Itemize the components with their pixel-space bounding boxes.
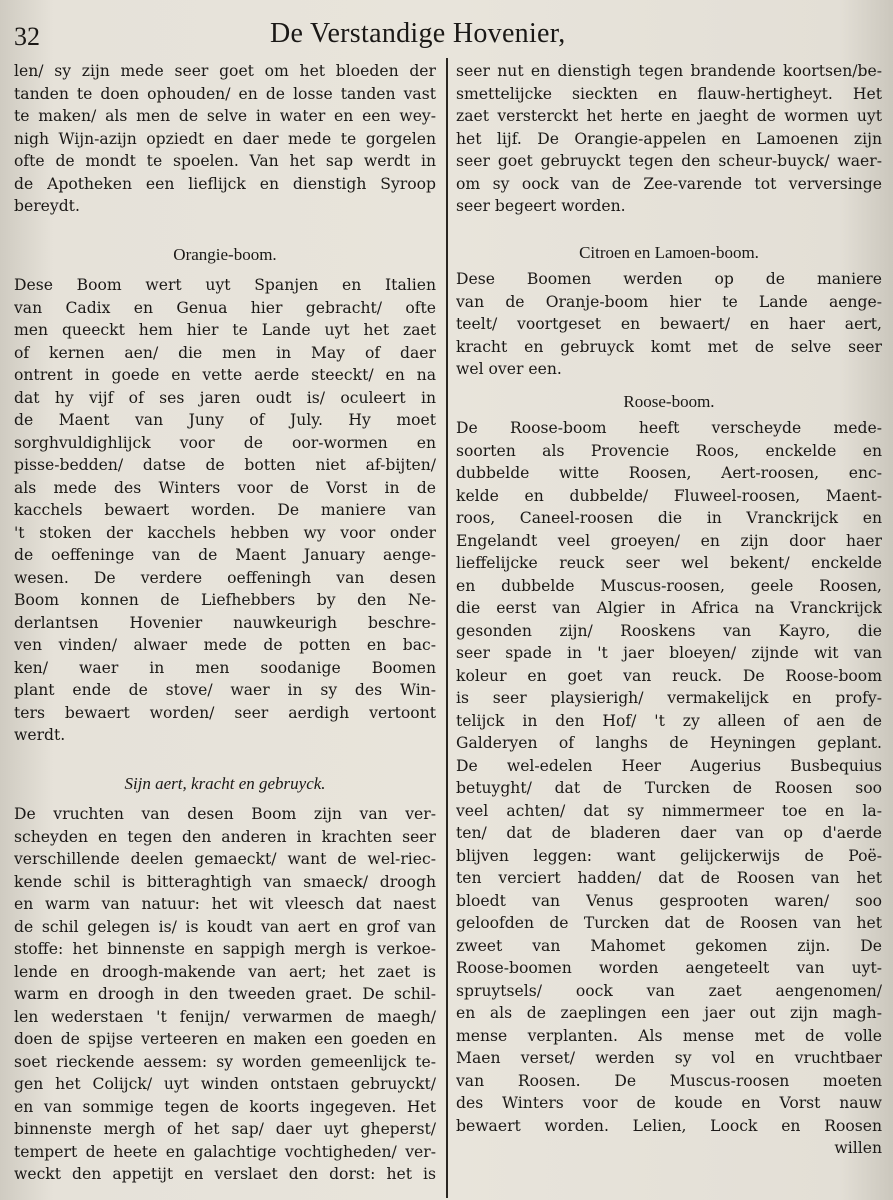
spacer <box>14 795 436 803</box>
text-line: te maken/ als men de selve in water en een wey- <box>14 107 436 125</box>
text-line: Engelandt veel groeyen/ en zijn door haer <box>456 531 882 550</box>
text-line: De Roose-boom heeft verscheyde mede- <box>456 419 882 437</box>
text-line: is seer playsierigh/ vermakelijck en profy- <box>456 689 882 707</box>
column-divider <box>446 58 448 1198</box>
spacer <box>14 266 436 274</box>
text-line: spruytsels/ oock van zaet aengenomen/ <box>456 981 882 1000</box>
page-header <box>0 14 893 54</box>
section-heading-roose-boom: Roose-boom. <box>623 391 715 411</box>
text-line: blijven leggen: want gelijckerwijs de Poë- <box>456 846 882 865</box>
text-line: warm en droogh in den tweeden graet. De schil- <box>14 985 436 1003</box>
text-line: lende en droogh-makende van aert; het zaet is <box>14 962 436 981</box>
text-line: De wel-edelen Heer Augerius Busbequius <box>456 756 882 775</box>
text-line: soet rieckende aessem: sy worden gemeenlijck te- <box>14 1052 436 1071</box>
spacer <box>14 218 436 244</box>
text-line: sorghvuldighlijck voor de oor-wormen en <box>14 433 436 452</box>
text-line: kelde en dubbelde/ Fluweel-roosen, Maent- <box>456 486 882 505</box>
text-line: plant ende de stove/ waer in sy des Win- <box>14 681 436 699</box>
text-line: De vruchten van desen Boom zijn van ver- <box>14 805 436 823</box>
text-line: als mede des Winters voor de Vorst in de <box>14 478 436 497</box>
text-line: ontrent in goede en vette aerde steeckt/ en na <box>14 366 436 384</box>
text-line: de Apotheken een lieflijck en dienstigh Syroop <box>14 174 436 193</box>
text-line: en van sommige tegen de koorts ingegeven. Het <box>14 1097 436 1116</box>
text-line: ken/ waer in men soodanige Boomen <box>14 658 436 677</box>
text-line: de Maent van Juny of July. Hy moet <box>14 411 436 429</box>
text-line: die eerst van Algier in Africa na Vranckrijck <box>456 599 882 617</box>
text-line: wesen. De verdere oeffeningh van desen <box>14 568 436 587</box>
text-line: roos, Caneel-roosen die in Vranckrijck en <box>456 509 882 527</box>
running-title: De Verstandige Hovenier, <box>270 18 566 49</box>
text-line: ofte de mondt te spoelen. Van het sap werdt in <box>14 152 436 170</box>
text-line: werdt. <box>14 726 66 744</box>
text-line: tanden te doen ophouden/ en de losse tanden vast <box>14 84 436 103</box>
text-line: seer begeert worden. <box>456 197 626 215</box>
text-line: verschillende deelen gemaeckt/ want de wel-riec- <box>14 850 436 868</box>
text-line: teelt/ voortgeset en bewaert/ en haer aert, <box>456 315 882 333</box>
section-heading-orangie-boom: Orangie-boom. <box>173 244 277 264</box>
text-line: kacchels bewaert worden. De maniere van <box>14 501 436 519</box>
text-line: men queeckt hem hier te Lande uyt het zaet <box>14 321 436 339</box>
text-line: wel over een. <box>456 360 562 378</box>
text-line: bloedt van Venus gesprooten waren/ soo <box>456 891 882 910</box>
text-line: bereydt. <box>14 197 80 215</box>
section-heading-aert-kracht-gebruyck: Sijn aert, kracht en gebruyck. <box>124 773 326 793</box>
text-line: gen het Colijck/ uyt winden ontstaen gebruyckt/ <box>14 1075 436 1093</box>
text-line: en als de zaeplingen een jaer out zijn magh- <box>456 1004 882 1022</box>
text-line: seer goet gebruyckt tegen den scheur-buyck/ waer- <box>456 152 882 170</box>
text-line: het lijf. De Orangie-appelen en Lamoenen zijn <box>456 129 882 148</box>
text-line: Roose-boomen worden aengeteelt van uyt- <box>456 959 882 977</box>
text-line: veel achten/ dat sy nimmermeer toe en la- <box>456 801 882 820</box>
text-line: len/ sy zijn mede seer goet om het bloeden der <box>14 62 436 80</box>
text-line: len wederstaen 't fenijn/ verwarmen de maegh/ <box>14 1007 436 1026</box>
text-line: binnenste mergh of het sap/ daer uyt gheperst/ <box>14 1120 436 1138</box>
text-line: soorten als Provencie Roos, enckelde en <box>456 441 882 460</box>
text-line: stoffe: het binnenste en sappigh mergh is verkoe- <box>14 940 436 958</box>
text-line: weckt den appetijt en verslaet den dorst: het is <box>14 1165 436 1183</box>
text-line: de schil gelegen is/ is koudt van aert en grof van <box>14 917 436 936</box>
text-line: 't stoken der kacchels hebben wy voor onder <box>14 523 436 542</box>
text-line: pisse-bedden/ datse de botten niet af-bijten/ <box>14 456 436 474</box>
section-heading-citroen-lamoen-boom: Citroen en Lamoen-boom. <box>579 242 759 262</box>
text-line: en warm van natuur: het wit vleesch dat naest <box>14 895 436 913</box>
text-line: tempert de heete en galachtige vochtigheden/ ver- <box>14 1142 436 1161</box>
text-line: Maen verset/ werden sy vol en vruchtbaer <box>456 1049 882 1067</box>
text-line: de oeffeninge van de Maent January aenge- <box>14 546 436 564</box>
text-line: seer spade in 't jaer bloeyen/ zijnde wit van <box>456 644 882 662</box>
right-column <box>456 60 882 1160</box>
page-number: 32 <box>14 22 40 51</box>
text-line: koleur en goet van reuck. De Roose-boom <box>456 666 882 685</box>
text-line: van Cadix en Genua hier gebracht/ ofte <box>14 298 436 317</box>
text-line: nigh Wijn-azijn opziedt en daer mede te gorgelen <box>14 129 436 148</box>
text-line: Galderyen of langhs de Heyningen geplant. <box>456 734 882 752</box>
catchword: willen <box>834 1139 882 1157</box>
text-line: en dubbelde Muscus-roosen, geele Roosen, <box>456 576 882 595</box>
text-line: of kernen aen/ die men in May of daer <box>14 343 436 362</box>
text-line: ters bewaert worden/ seer aerdigh vertoont <box>14 703 436 722</box>
text-line: ten/ dat de bladeren daer van op d'aerde <box>456 824 882 842</box>
text-line: ven vinden/ alwaer mede de potten en bac- <box>14 636 436 654</box>
text-line: lieffelijcke reuck seer wel bekent/ enckelde <box>456 554 882 572</box>
text-line: van de Oranje-boom hier te Lande aenge- <box>456 292 882 311</box>
text-line: telijck in den Hof/ 't zy alleen of aen de <box>456 711 882 730</box>
text-line: bewaert worden. Lelien, Loock en Roosen <box>456 1116 882 1135</box>
text-line: smettelijcke sieckten en flauw-hertigheyt. Het <box>456 84 882 103</box>
text-line: geloofden de Turcken dat de Roosen van het <box>456 914 882 932</box>
text-line: betuyght/ dat de Turcken de Roosen soo <box>456 779 882 797</box>
text-line: dat hy vijf of ses jaren oudt is/ oculeert in <box>14 388 436 407</box>
text-line: Dese Boom wert uyt Spanjen en Italien <box>14 276 436 294</box>
text-line: gesonden zijn/ Rooskens van Kayro, die <box>456 621 882 640</box>
text-line: kende schil is bitteraghtigh van smaeck/ droogh <box>14 872 436 891</box>
text-line: dubbelde witte Roosen, Aert-roosen, enc- <box>456 464 882 482</box>
text-line: van Roosen. De Muscus-roosen moeten <box>456 1071 882 1090</box>
text-line: scheyden en tegen den anderen in krachten seer <box>14 827 436 846</box>
text-line: om sy oock van de Zee-varende tot verversinge <box>456 174 882 193</box>
text-line: Dese Boomen werden op de maniere <box>456 270 882 288</box>
text-line: Boom konnen de Liefhebbers by den Ne- <box>14 591 436 609</box>
text-line: zweet van Mahomet gekomen zijn. De <box>456 936 882 955</box>
text-line: doen de spijse verteeren en maken een goeden en <box>14 1030 436 1048</box>
text-line: des Winters voor de koude en Vorst nauw <box>456 1094 882 1112</box>
text-line: seer nut en dienstigh tegen brandende koortsen/be- <box>456 62 882 80</box>
spacer <box>456 381 882 391</box>
text-line: mense verplanten. Als mense met de volle <box>456 1026 882 1045</box>
text-line: derlantsen Hovenier nauwkeurigh beschre- <box>14 613 436 632</box>
text-line: kracht en gebruyck komt met de selve seer <box>456 337 882 356</box>
text-line: ten verciert hadden/ dat de Roosen van het <box>456 869 882 887</box>
left-column <box>14 60 436 1186</box>
spacer <box>14 747 436 773</box>
text-line: zaet versterckt het herte en jaeght de wormen uyt <box>456 107 882 125</box>
spacer <box>456 218 882 242</box>
